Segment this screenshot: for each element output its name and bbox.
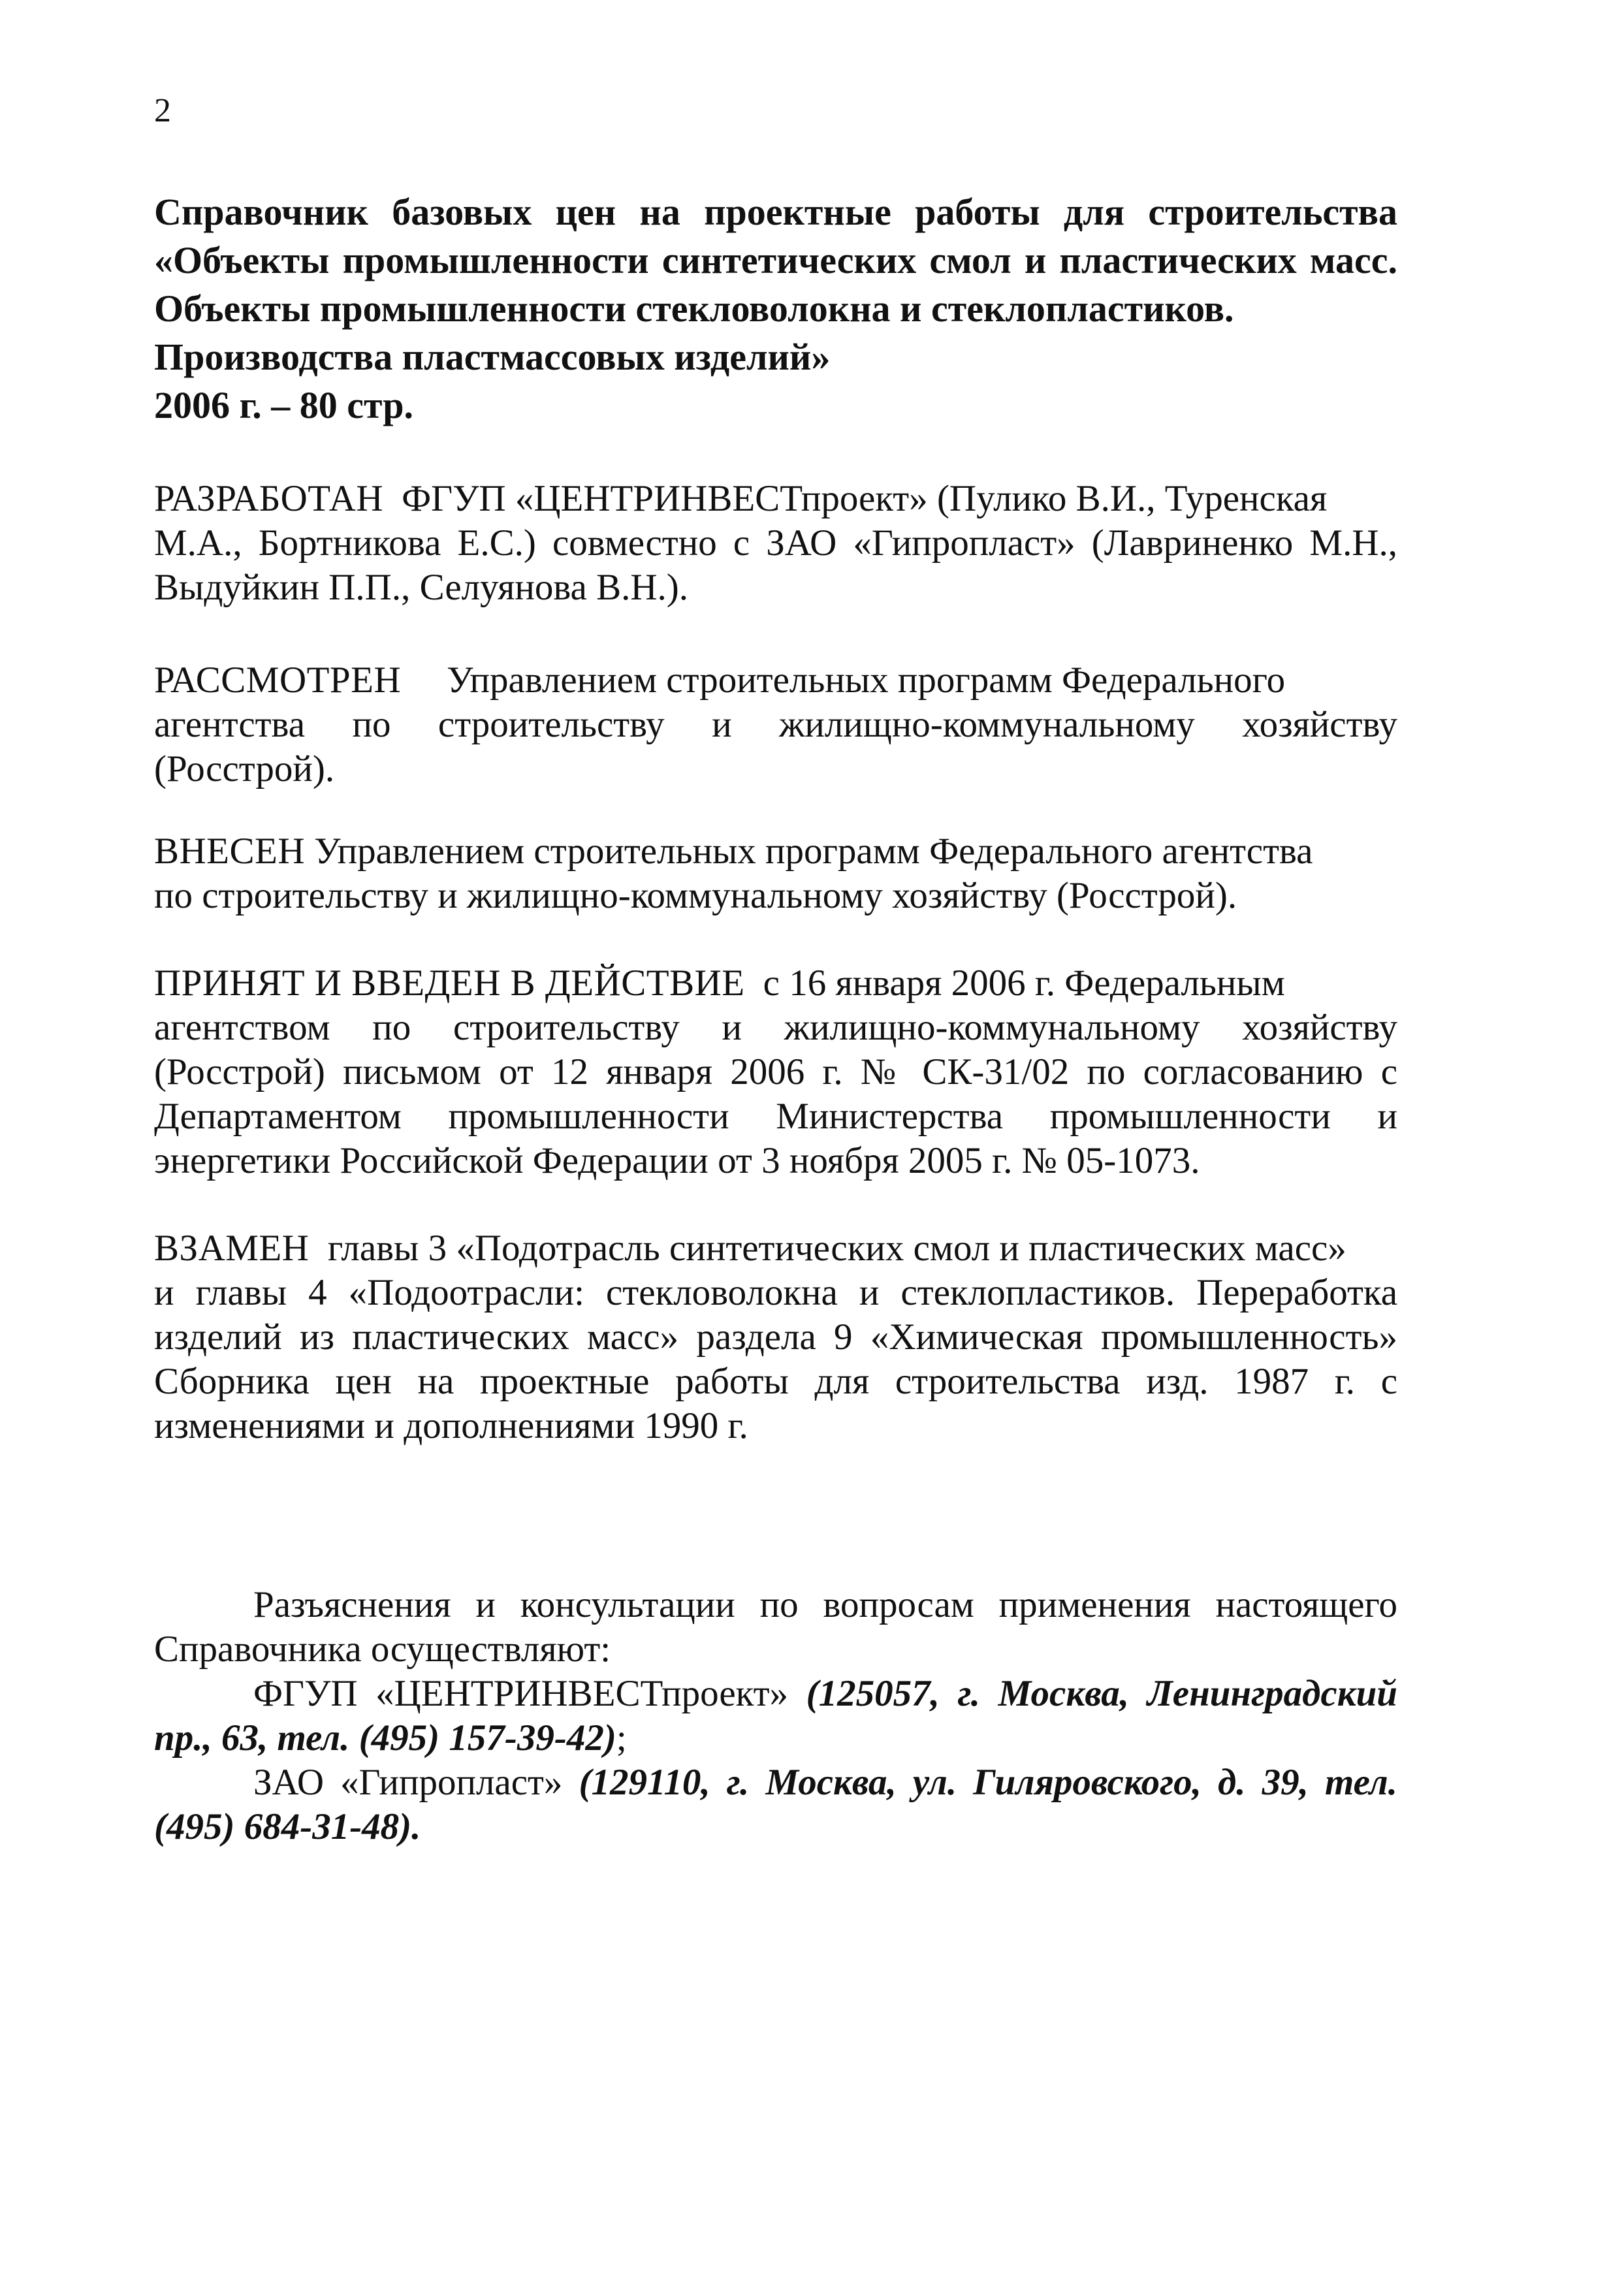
- reviewed-paragraph: [154, 658, 1397, 791]
- replaces-text-4: Сборника цен на проектные работы для строительства изд. 1987 г. с: [154, 1361, 1397, 1402]
- org1-address-b: пр., 63, тел. (495) 157-39-42): [154, 1717, 616, 1759]
- org1-name: ФГУП «ЦЕНТРИНВЕСТпроект»: [253, 1673, 788, 1714]
- replaces-text-1: главы 3 «Подотрасль синтетических смол и пластических масс»: [327, 1228, 1346, 1269]
- submitted-label: ВНЕСЕН: [154, 831, 305, 872]
- replaces-text-2: и главы 4 «Подоотрасли: стекловолокна и стеклопластиков. Переработка: [154, 1272, 1397, 1313]
- submitted-text-2: по строительству и жилищно-коммунальному хозяйству (Росстрой).: [154, 875, 1237, 916]
- org2-address-a: (129110, г. Москва, ул. Гиляровского, д. 39, тел.: [579, 1762, 1397, 1803]
- title-line-2: «Объекты промышленности синтетических смол и пластических масс.: [154, 239, 1397, 281]
- submitted-text-1: Управлением строительных программ Федерального агентства: [314, 831, 1313, 872]
- replaces-text-3: изделий из пластических масс» раздела 9 «Химическая промышленность»: [154, 1316, 1397, 1358]
- adopted-text-5: энергетики Российской Федерации от 3 ноября 2005 г. № 05-1073.: [154, 1140, 1200, 1181]
- title-line-5: 2006 г. – 80 стр.: [154, 384, 413, 426]
- adopted-label: ПРИНЯТ И ВВЕДЕН В ДЕЙСТВИЕ: [154, 963, 745, 1004]
- adopted-text-2: агентством по строительству и жилищно-коммунальному хозяйству: [154, 1007, 1397, 1048]
- reviewed-text-3: (Росстрой).: [154, 748, 335, 789]
- adopted-paragraph: [154, 961, 1397, 1183]
- replaces-paragraph: [154, 1226, 1397, 1448]
- consult-text-1: Разъяснения и консультации по вопросам применения настоящего: [253, 1584, 1397, 1625]
- document-title: [154, 188, 1397, 430]
- org2-name: ЗАО «Гипропласт»: [253, 1762, 563, 1803]
- consultation-paragraph: [154, 1583, 1397, 1849]
- adopted-text-1: с 16 января 2006 г. Федеральным: [763, 963, 1285, 1004]
- title-line-3: Объекты промышленности стекловолокна и стеклопластиков.: [154, 287, 1234, 330]
- replaces-text-5: изменениями и дополнениями 1990 г.: [154, 1405, 748, 1446]
- reviewed-text-1: Управлением строительных программ Федерального: [447, 660, 1286, 701]
- reviewed-text-2: агентства по строительству и жилищно-коммунальному хозяйству: [154, 704, 1397, 745]
- reviewed-label: РАССМОТРЕН: [154, 660, 402, 701]
- adopted-text-4: Департаментом промышленности Министерства промышленности и: [154, 1096, 1397, 1137]
- developed-text-1: ФГУП «ЦЕНТРИНВЕСТпроект» (Пулико В.И., Туренская: [402, 478, 1328, 519]
- submitted-paragraph: [154, 829, 1397, 918]
- consult-text-2: Справочника осуществляют:: [154, 1629, 611, 1670]
- page-number: 2: [154, 92, 171, 129]
- title-line-4: Производства пластмассовых изделий»: [154, 336, 831, 378]
- developed-label: РАЗРАБОТАН: [154, 478, 384, 519]
- developed-text-2: М.А., Бортникова Е.С.) совместно с ЗАО «Гипропласт» (Лавриненко М.Н.,: [154, 522, 1397, 564]
- adopted-text-3: (Росстрой) письмом от 12 января 2006 г. № СК-31/02 по согласованию с: [154, 1051, 1397, 1092]
- title-line-1: Справочник базовых цен на проектные работы для строительства: [154, 191, 1397, 233]
- developed-paragraph: [154, 477, 1397, 610]
- org1-address-a: (125057, г. Москва, Ленинградский: [806, 1673, 1397, 1714]
- org1-end: ;: [616, 1717, 627, 1759]
- replaces-label: ВЗАМЕН: [154, 1228, 310, 1269]
- org2-address-b: (495) 684-31-48).: [154, 1806, 421, 1847]
- developed-text-3: Выдуйкин П.П., Селуянова В.Н.).: [154, 567, 688, 608]
